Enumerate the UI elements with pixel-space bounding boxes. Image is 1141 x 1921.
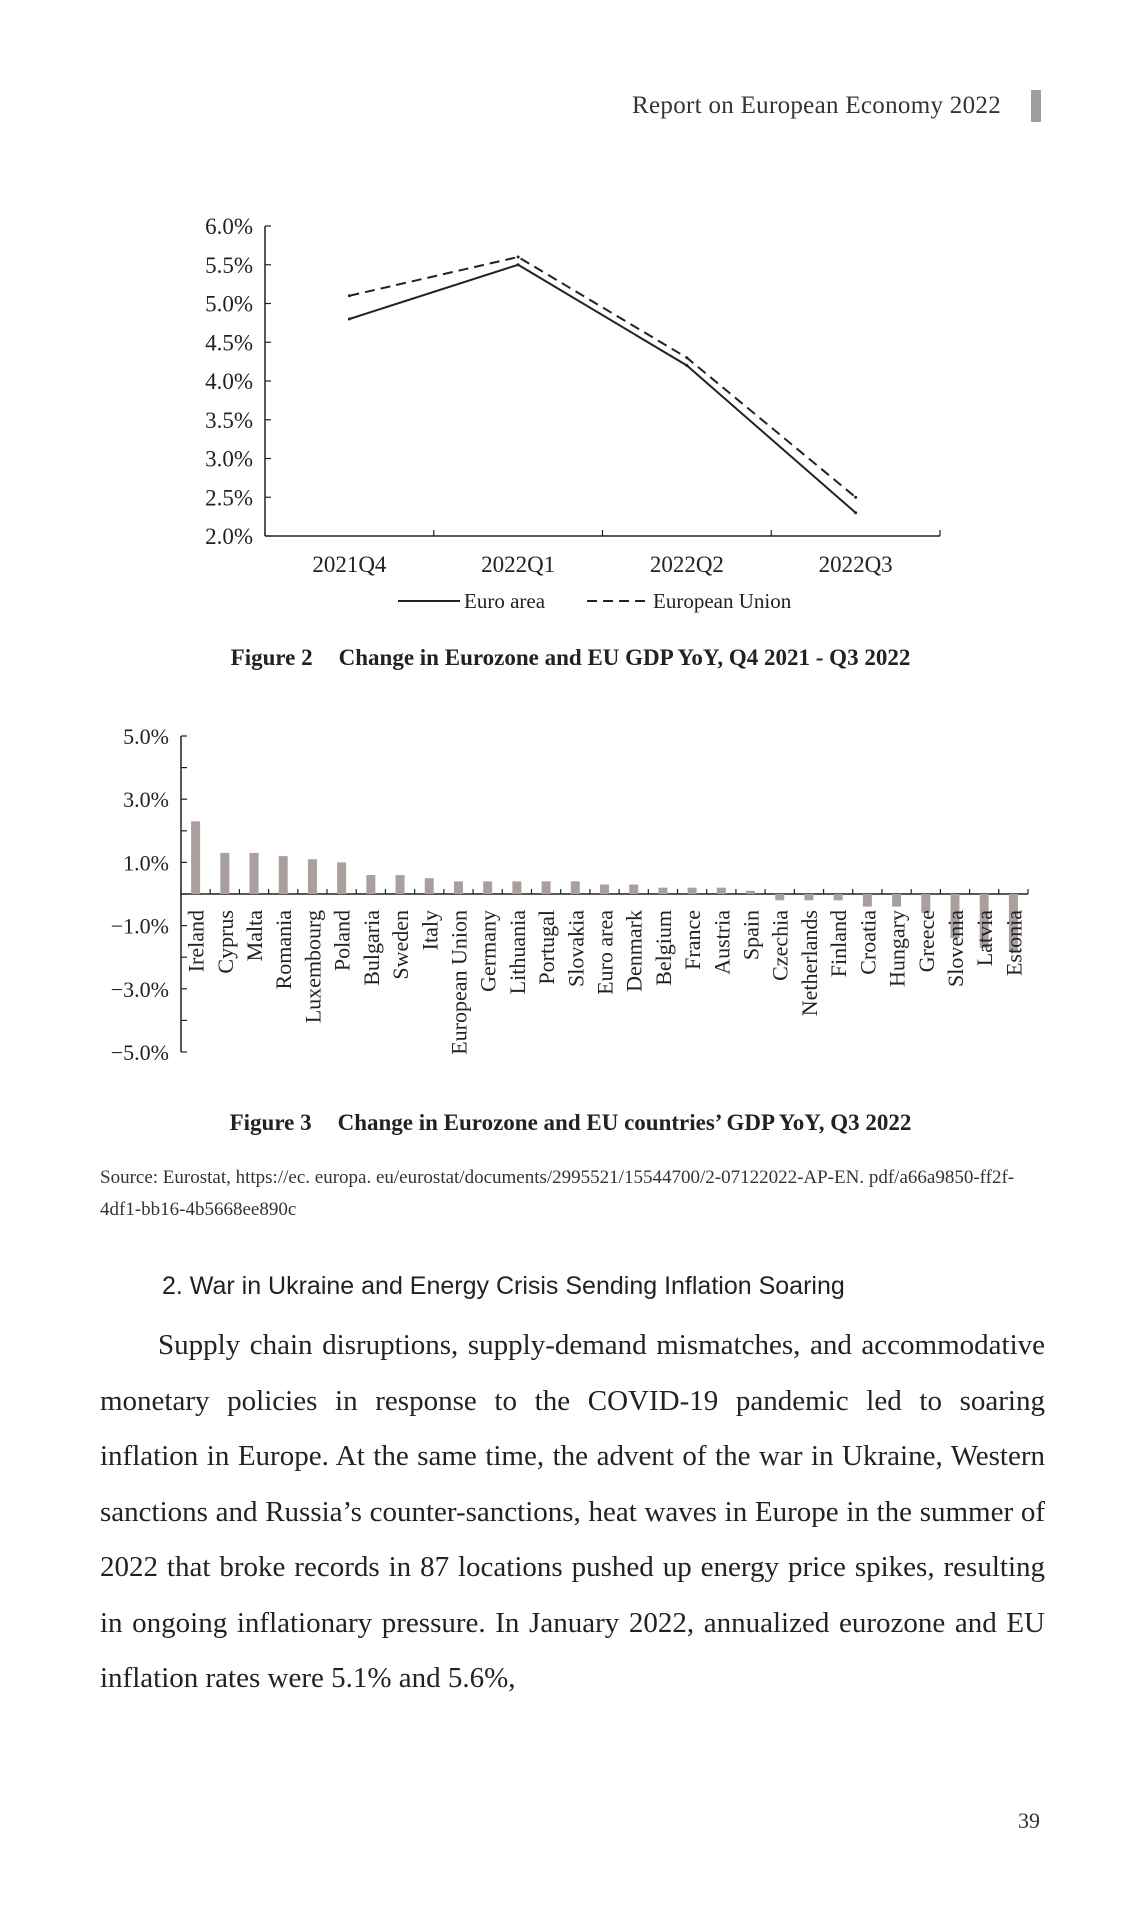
x-category-label: Euro area (592, 910, 618, 995)
line-chart-gdp-yoy (0, 200, 1141, 620)
y-tick-label: 2.5% (205, 485, 253, 511)
series-line-european-union (349, 257, 855, 497)
bar (220, 853, 229, 894)
data-point (348, 318, 351, 321)
bar (863, 894, 872, 907)
running-title: Report on European Economy 2022 (632, 92, 1001, 119)
y-tick-label: −3.0% (110, 976, 169, 1002)
bar (892, 894, 901, 907)
series-line-euro-area (349, 265, 855, 513)
bar (717, 888, 726, 894)
x-category-label: Lithuania (504, 910, 530, 995)
y-tick-label: 4.5% (205, 330, 253, 356)
bar (366, 875, 375, 894)
source-note: Source: Eurostat, https://ec. europa. eu/eurostat/documents/2995521/15544700/2-07122022-AP-EN. pdf/a66a9850-ff2f-4df1-bb16-4b5668ee890c (100, 1167, 1015, 1220)
x-category-label: Estonia (1001, 909, 1027, 976)
x-category-label: Bulgaria (358, 910, 384, 986)
data-point (517, 263, 520, 266)
bar (396, 875, 405, 894)
x-category-label: Czechia (767, 910, 793, 981)
x-category-label: Cyprus (212, 910, 238, 974)
x-tick-label: 2022Q2 (649, 552, 724, 577)
figure2-caption-number: Figure 2 (230, 645, 313, 670)
data-point (348, 294, 351, 297)
figure3-caption-text: Change in Eurozone and EU countries’ GDP YoY, Q3 2022 (337, 1110, 912, 1135)
y-tick-label: 5.0% (123, 724, 169, 749)
x-category-label: Poland (329, 910, 355, 972)
bar (250, 853, 259, 894)
x-category-label: Germany (475, 910, 501, 992)
body-paragraph: Supply chain disruptions, supply-demand mismatches, and accommodative monetary policies in response to the COVID-19 pandemic led to soaring inflation in Europe. At the same time, the advent of the war in Ukraine, Western sanctions and Russia’s counter-sanctions, heat waves in Europe in the summer of 2022 that broke records in 87 locations pushed up energy price spikes, resulting in ongoing inflationary pressure. In January 2022, annualized eurozone and EU inflation rates were 5.1% and 5.6%, (100, 1329, 1045, 1694)
x-category-label: Austria (709, 910, 735, 975)
section-heading: 2. War in Ukraine and Energy Crisis Sending Inflation Soaring (162, 1272, 845, 1300)
data-point (854, 496, 857, 499)
x-category-label: Luxembourg (300, 910, 326, 1024)
x-category-label: Spain (738, 910, 764, 961)
y-tick-label: 5.0% (205, 291, 253, 317)
bar (191, 821, 200, 894)
y-tick-label: 3.0% (205, 446, 253, 472)
header-bar (1031, 90, 1041, 122)
x-category-label: Italy (417, 910, 443, 951)
bar (308, 859, 317, 894)
y-tick-label: −5.0% (110, 1040, 169, 1065)
y-tick-label: 2.0% (205, 524, 253, 549)
bar (279, 856, 288, 894)
bar (512, 881, 521, 894)
x-category-label: Netherlands (796, 910, 822, 1017)
figure2-caption (0, 645, 1141, 671)
legend-label: European Union (653, 589, 792, 613)
y-tick-label: 6.0% (205, 214, 253, 239)
bar (688, 888, 697, 894)
x-category-label: Latvia (972, 910, 998, 967)
bar (804, 894, 813, 900)
bar (658, 888, 667, 894)
bar-chart-country-gdp-yoy (0, 715, 1141, 1090)
bar (600, 885, 609, 894)
x-category-label: Slovakia (563, 910, 589, 987)
x-category-label: Slovenia (942, 910, 968, 987)
x-category-label: Finland (826, 910, 852, 978)
bar (775, 894, 784, 900)
figure2-caption-text: Change in Eurozone and EU GDP YoY, Q4 2021 - Q3 2022 (338, 645, 911, 670)
y-tick-label: −1.0% (110, 913, 169, 939)
x-category-label: Ireland (183, 910, 209, 973)
x-tick-label: 2022Q1 (481, 552, 556, 577)
x-tick-label: 2022Q3 (818, 552, 893, 577)
x-category-label: Sweden (388, 910, 414, 980)
x-category-label: Portugal (534, 910, 560, 985)
bar (629, 885, 638, 894)
x-category-label: Croatia (855, 910, 881, 975)
bar (571, 881, 580, 894)
page-number: 39 (1018, 1808, 1040, 1833)
data-point (685, 356, 688, 359)
x-category-label: Denmark (621, 910, 647, 992)
x-category-label: Malta (242, 910, 268, 962)
bar (834, 894, 843, 900)
figure3-caption-number: Figure 3 (229, 1110, 312, 1135)
figure3-caption (0, 1110, 1141, 1136)
data-point (517, 256, 520, 259)
y-tick-label: 4.0% (205, 369, 253, 394)
x-category-label: Greece (913, 910, 939, 973)
bar (337, 862, 346, 894)
data-point (685, 364, 688, 367)
data-point (854, 511, 857, 514)
x-category-label: France (680, 910, 706, 970)
y-tick-label: 3.0% (123, 787, 169, 813)
x-tick-label: 2021Q4 (312, 552, 387, 577)
bar (483, 881, 492, 894)
x-category-label: Belgium (650, 910, 676, 986)
x-category-label: Hungary (884, 910, 910, 987)
bar (425, 878, 434, 894)
x-category-label: European Union (446, 910, 472, 1055)
bar (746, 891, 755, 894)
y-tick-label: 5.5% (205, 252, 253, 278)
y-tick-label: 3.5% (205, 407, 253, 433)
y-tick-label: 1.0% (123, 850, 169, 876)
bar (542, 881, 551, 894)
bar (454, 881, 463, 894)
legend-label: Euro area (464, 589, 546, 613)
x-category-label: Romania (271, 910, 297, 990)
